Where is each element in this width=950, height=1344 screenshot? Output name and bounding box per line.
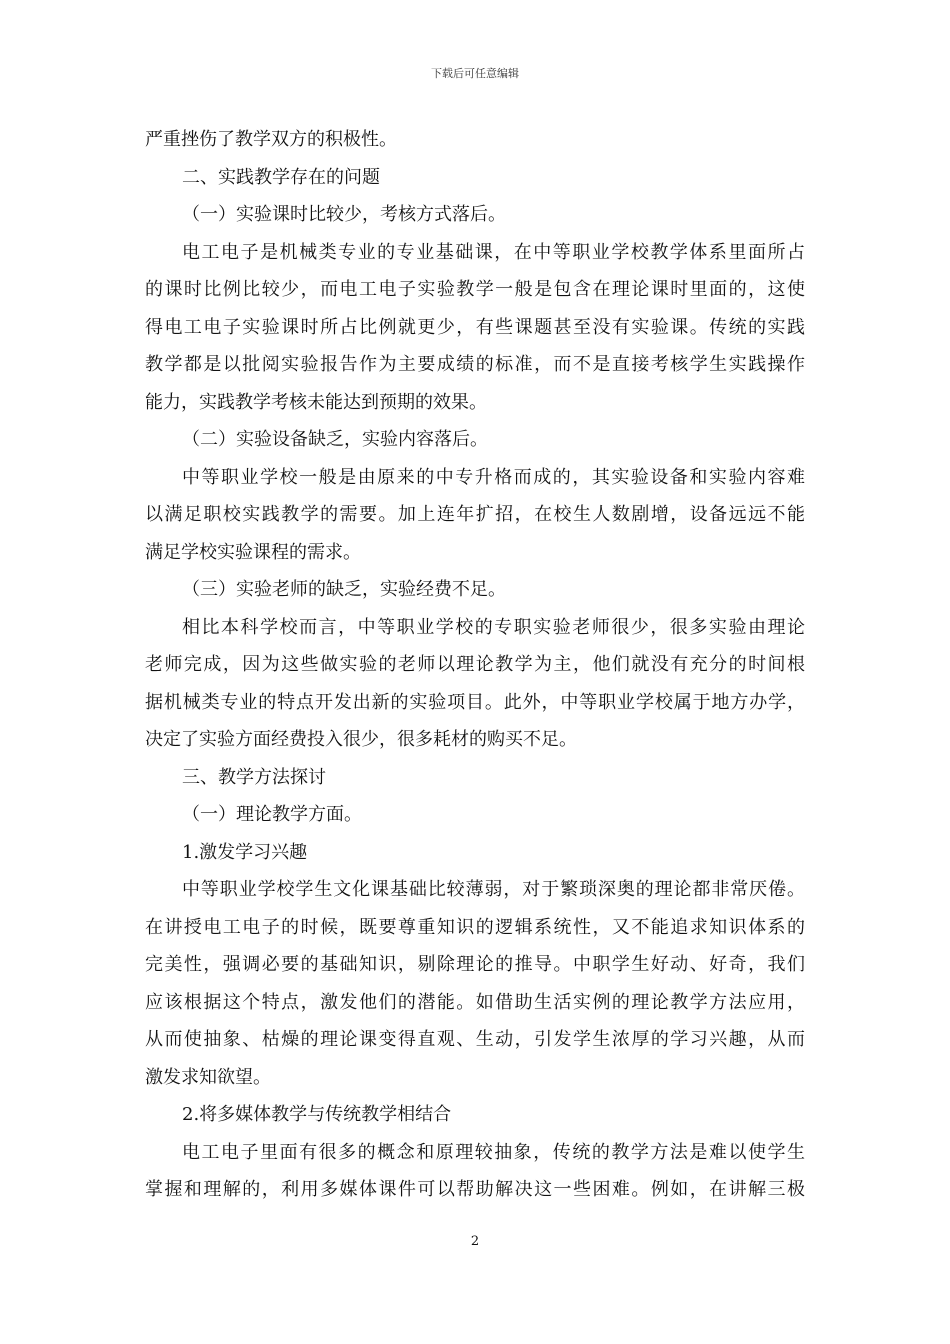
paragraph-line: 能力，实践教学考核未能达到预期的效果。 <box>145 391 487 413</box>
paragraph-line: 在讲授电工电子的时候，既要尊重知识的逻辑系统性，又不能追求知识体系的 <box>145 916 805 938</box>
subsection-heading: （一）理论教学方面。 <box>182 804 362 825</box>
item-heading: 2.将多媒体教学与传统教学相结合 <box>182 1104 452 1125</box>
document-body <box>145 121 805 1209</box>
paragraph-line: 中等职业学校一般是由原来的中专升格而成的，其实验设备和实验内容难 <box>182 466 805 488</box>
subsection-heading: （一）实验课时比较少，考核方式落后。 <box>182 204 506 225</box>
paragraph-line: 得电工电子实验课时所占比例就更少，有些课题甚至没有实验课。传统的实践 <box>145 316 805 338</box>
paragraph-line: 激发求知欲望。 <box>145 1066 271 1088</box>
paragraph-line: 电工电子里面有很多的概念和原理较抽象，传统的教学方法是难以使学生 <box>182 1141 805 1163</box>
paragraph-line: 的课时比例比较少，而电工电子实验教学一般是包含在理论课时里面的，这使 <box>145 279 805 300</box>
paragraph-line: 电工电子是机械类专业的专业基础课，在中等职业学校教学体系里面所占 <box>182 241 805 263</box>
paragraph-line: 完美性，强调必要的基础知识，剔除理论的推导。中职学生好动、好奇，我们 <box>145 954 805 975</box>
paragraph-line: 据机械类专业的特点开发出新的实验项目。此外，中等职业学校属于地方办学， <box>145 691 805 713</box>
item-heading: 1.激发学习兴趣 <box>182 841 308 863</box>
paragraph-line: 以满足职校实践教学的需要。加上连年扩招，在校生人数剧增，设备远远不能 <box>145 504 805 525</box>
page-header: 下载后可任意编辑 <box>431 67 519 80</box>
paragraph-line: 严重挫伤了教学双方的积极性。 <box>145 129 397 150</box>
paragraph-line: 从而使抽象、枯燥的理论课变得直观、生动，引发学生浓厚的学习兴趣，从而 <box>145 1029 805 1050</box>
paragraph-line: 相比本科学校而言，中等职业学校的专职实验老师很少，很多实验由理论 <box>182 616 805 638</box>
paragraph-line: 老师完成，因为这些做实验的老师以理论教学为主，他们就没有充分的时间根 <box>145 654 805 675</box>
paragraph-line: 决定了实验方面经费投入很少，很多耗材的购买不足。 <box>145 729 577 750</box>
paragraph-line: 教学都是以批阅实验报告作为主要成绩的标准，而不是直接考核学生实践操作 <box>145 354 805 375</box>
paragraph-line: 中等职业学校学生文化课基础比较薄弱，对于繁琐深奥的理论都非常厌倦。 <box>182 879 805 900</box>
paragraph-line: 掌握和理解的，利用多媒体课件可以帮助解决这一些困难。例如，在讲解三极 <box>145 1179 805 1200</box>
subsection-heading: （三）实验老师的缺乏，实验经费不足。 <box>182 579 506 600</box>
section-heading: 二、实践教学存在的问题 <box>182 166 380 188</box>
subsection-heading: （二）实验设备缺乏，实验内容落后。 <box>182 429 488 450</box>
section-heading: 三、教学方法探讨 <box>182 766 326 788</box>
paragraph-line: 满足学校实验课程的需求。 <box>145 541 361 563</box>
paragraph-line: 应该根据这个特点，激发他们的潜能。如借助生活实例的理论教学方法应用， <box>145 991 805 1013</box>
page-number: 2 <box>470 1234 480 1249</box>
